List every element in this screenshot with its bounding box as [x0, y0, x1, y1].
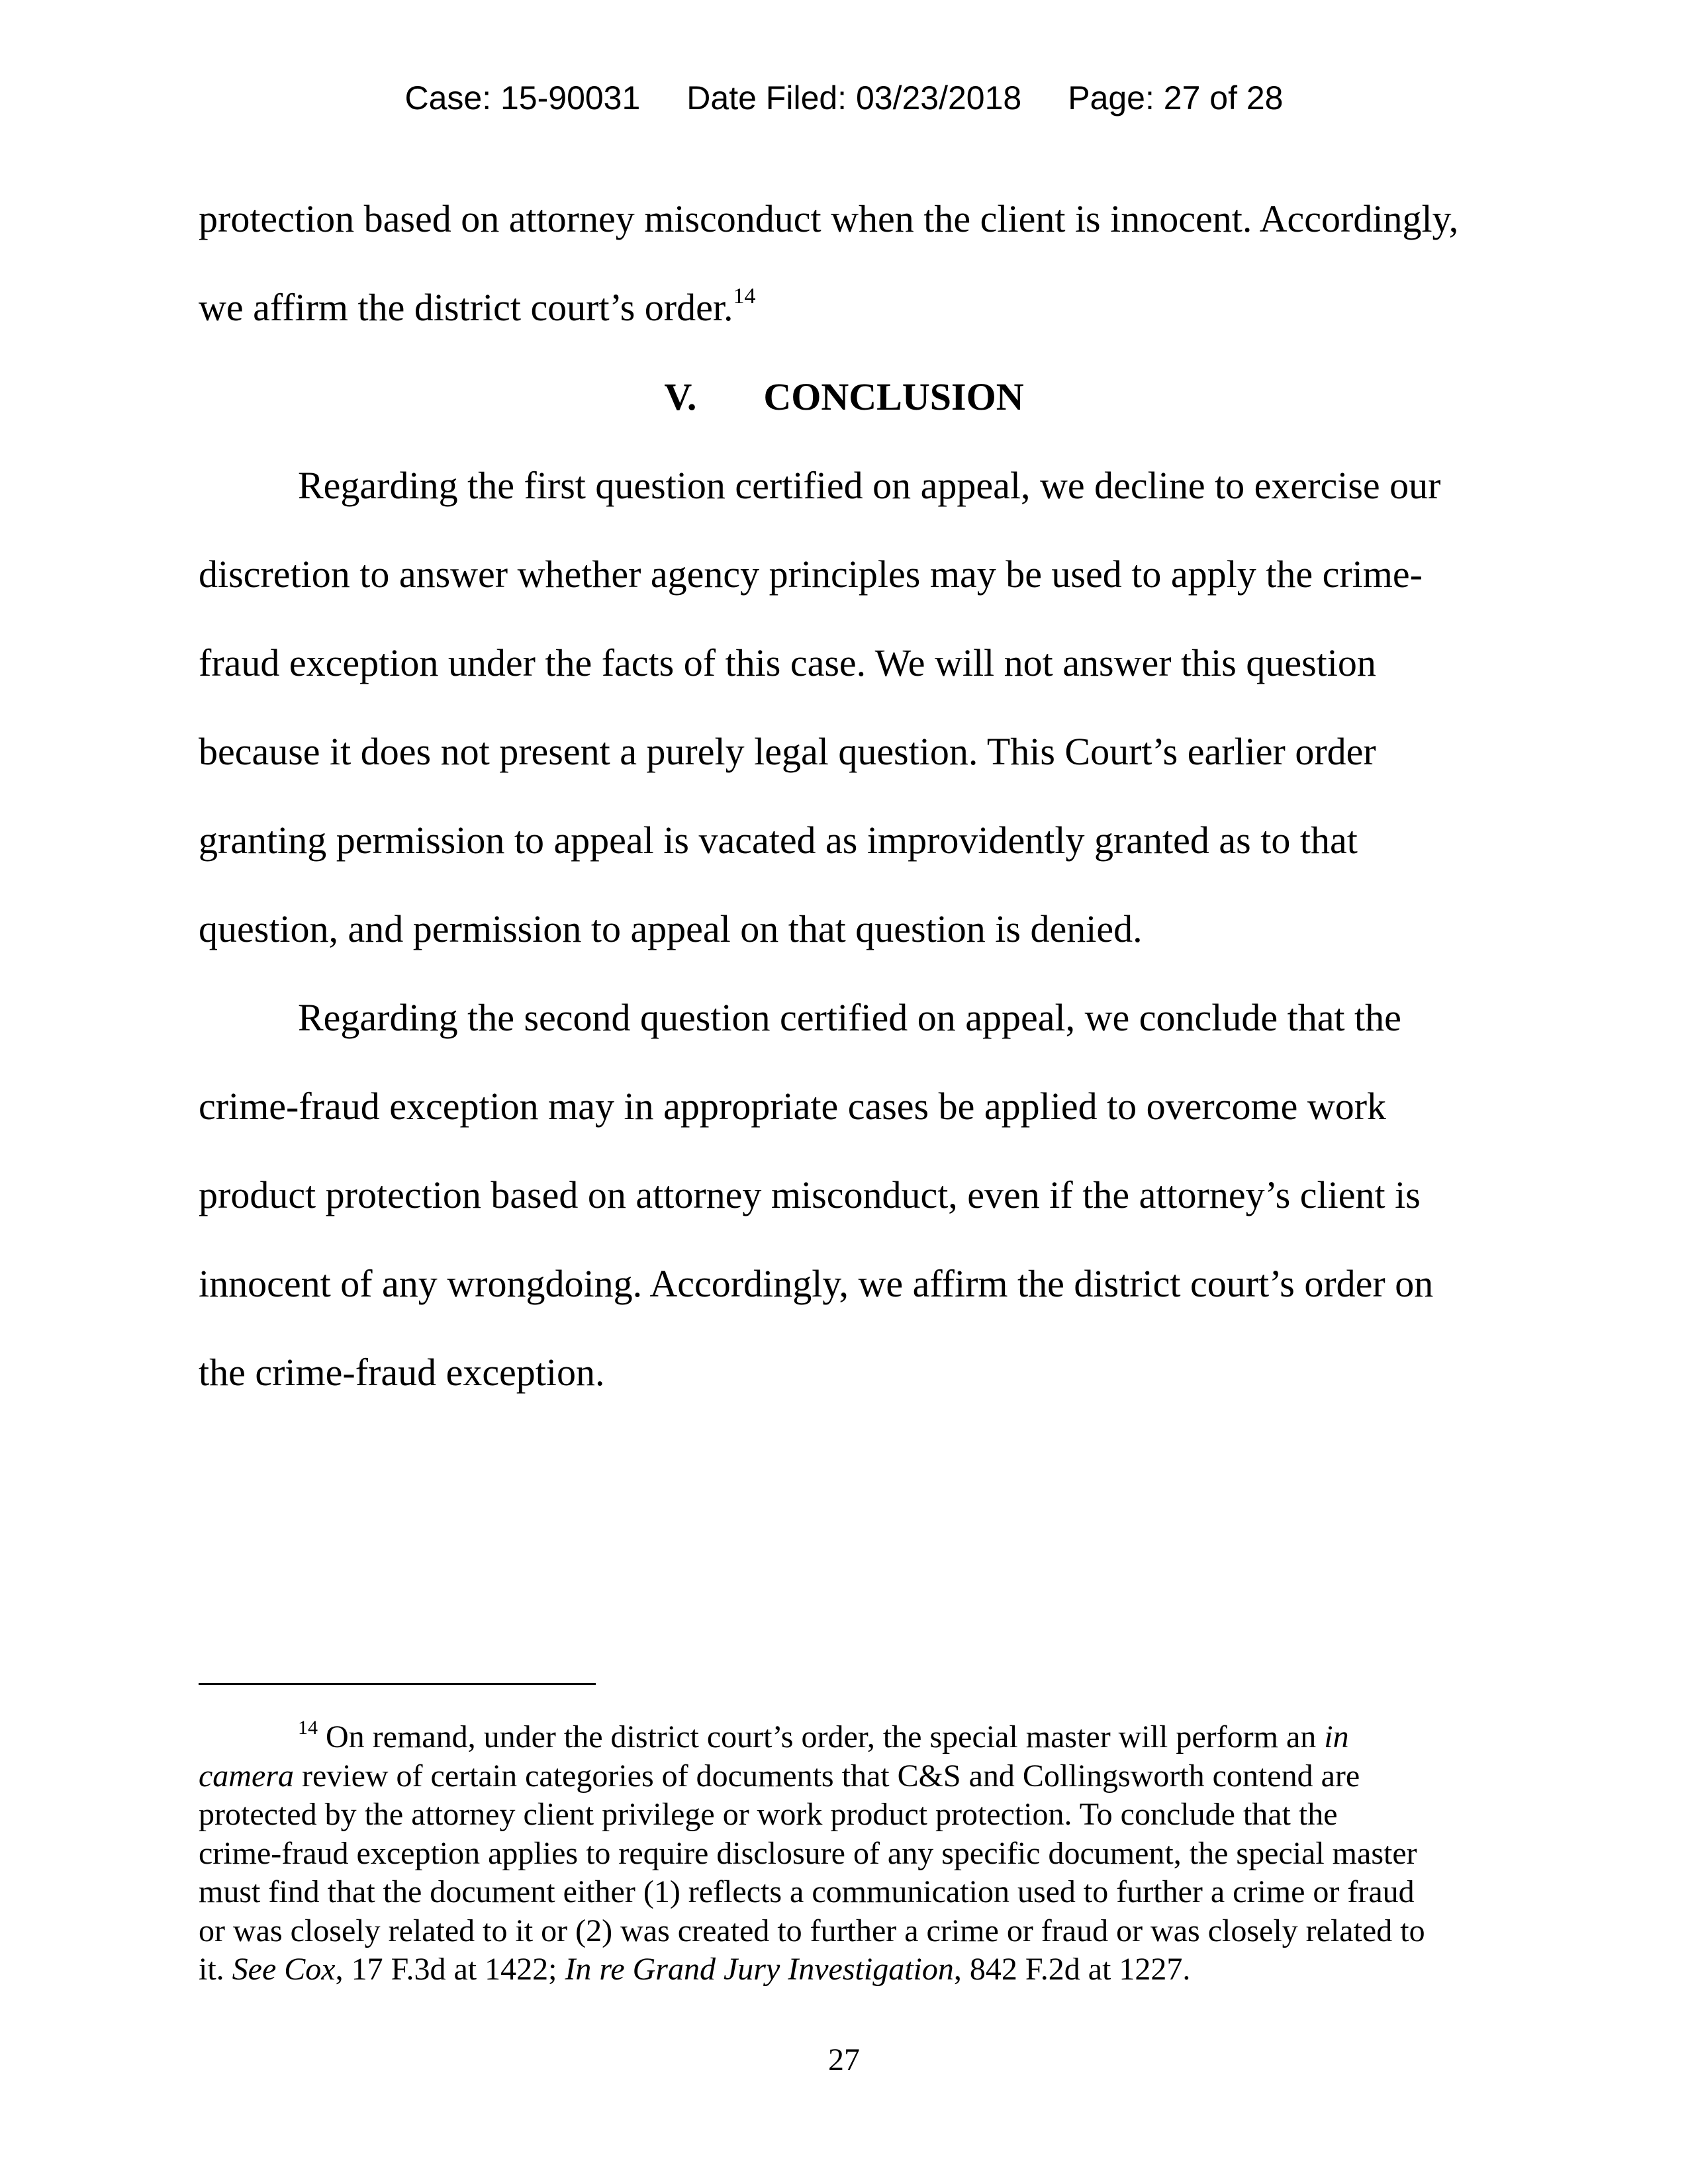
footnote-italic: camera	[199, 1758, 294, 1794]
paragraph-line: Regarding the second question certified on appeal, we conclude that the	[298, 996, 1401, 1039]
footnote-text: review of certain categories of documents that C&S and Collingsworth contend are	[293, 1758, 1360, 1794]
footnote-citation-italic: In re Grand Jury Investigation	[565, 1952, 954, 1987]
footnote-reference: 14	[733, 284, 756, 308]
footnote-citation-italic: See Cox	[232, 1952, 336, 1987]
footnote-marker: 14	[298, 1717, 318, 1739]
page-number: 27	[828, 2042, 860, 2077]
paragraph-line	[199, 263, 1496, 352]
paragraph-line: innocent of any wrongdoing. Accordingly, we affirm the district court’s order on	[199, 1262, 1434, 1305]
paragraph-line: question, and permission to appeal on that question is denied.	[199, 907, 1143, 950]
footnote-line	[199, 1718, 1496, 1757]
paragraph-line: fraud exception under the facts of this case. We will not answer this question	[199, 641, 1376, 684]
paragraph-line: product protection based on attorney misconduct, even if the attorney’s client is	[199, 1173, 1421, 1216]
paragraph-line: granting permission to appeal is vacated as improvidently granted as to that	[199, 819, 1358, 862]
top-paragraph	[199, 175, 1496, 352]
footnote-separator	[199, 1683, 596, 1685]
paragraph-line: the crime-fraud exception.	[199, 1351, 605, 1394]
section-heading	[0, 371, 1688, 424]
footnote-text: it.	[199, 1952, 232, 1987]
footnote-line: must find that the document either (1) reflects a communication used to further a crime or fraud	[199, 1874, 1415, 1909]
footnote-text: On remand, under the district court’s order, the special master will perform an	[318, 1719, 1325, 1754]
case-header	[0, 78, 1688, 118]
footnote-line: or was closely related to it or (2) was created to further a crime or fraud or was closely related to	[199, 1913, 1425, 1948]
paragraph-line: Regarding the first question certified on appeal, we decline to exercise our	[298, 464, 1441, 507]
section-title: CONCLUSION	[763, 375, 1024, 418]
footnote-text: , 17 F.3d at 1422;	[335, 1952, 565, 1987]
section-number: V.	[664, 375, 697, 418]
page-count: Page: 27 of 28	[1068, 79, 1284, 116]
footnote-text: , 842 F.2d at 1227.	[953, 1952, 1191, 1987]
footnote-line: protected by the attorney client privilege or work product protection. To conclude that the	[199, 1797, 1338, 1832]
footnote-line: crime-fraud exception applies to require disclosure of any specific document, the special master	[199, 1835, 1417, 1871]
date-filed: Date Filed: 03/23/2018	[686, 79, 1022, 116]
footnote-line	[199, 1757, 1496, 1796]
conclusion-paragraph-1	[199, 441, 1496, 974]
paragraph-line: because it does not present a purely legal question. This Court’s earlier order	[199, 730, 1376, 773]
footnote-14	[199, 1718, 1496, 1989]
paragraph-line: crime-fraud exception may in appropriate cases be applied to overcome work	[199, 1085, 1387, 1128]
case-number: Case: 15-90031	[404, 79, 641, 116]
footnote-italic: in	[1324, 1719, 1349, 1754]
footnote-line	[199, 1950, 1496, 1989]
paragraph-line-text: we affirm the district court’s order.	[199, 286, 733, 329]
paragraph-line: protection based on attorney misconduct when the client is innocent. Accordingly,	[199, 197, 1459, 240]
conclusion-paragraph-2	[199, 974, 1496, 1417]
paragraph-line: discretion to answer whether agency principles may be used to apply the crime-	[199, 553, 1423, 596]
